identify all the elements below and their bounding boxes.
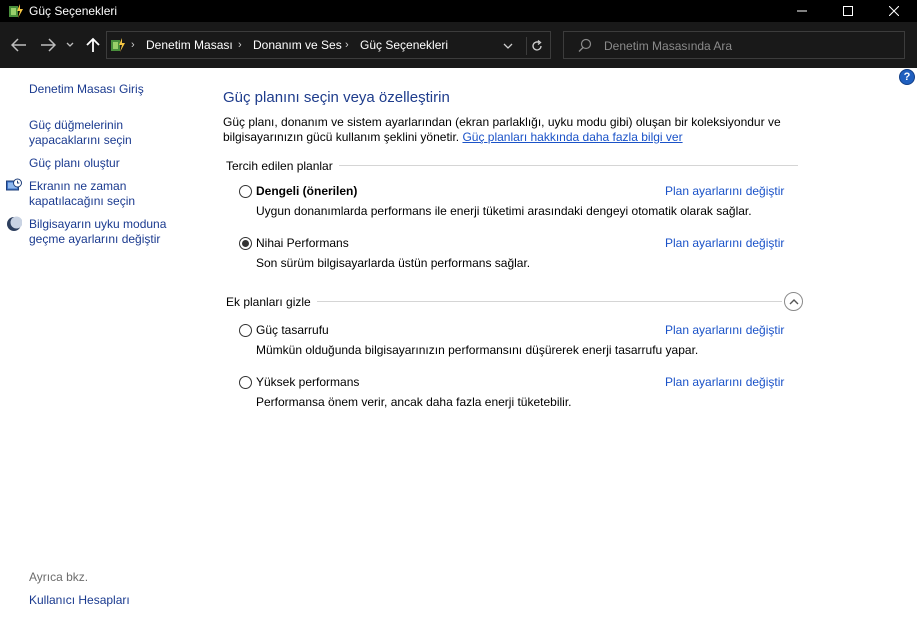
plan-name-high-performance[interactable]: Yüksek performans (256, 375, 360, 389)
recent-locations-button[interactable] (63, 35, 77, 55)
address-dropdown-button[interactable] (500, 38, 516, 54)
sidebar-item-create-plan[interactable] (29, 156, 120, 171)
sidebar-item-label: yapacaklarını seçin (29, 133, 132, 147)
change-plan-settings-link[interactable]: Plan ayarlarını değiştir (665, 323, 785, 337)
up-button[interactable] (82, 35, 104, 55)
sidebar-item-label: geçme ayarlarını değiştir (29, 232, 161, 246)
power-plans-info-link[interactable]: Güç planları hakkında daha fazla bilgi ver (462, 130, 683, 144)
arrow-right-icon (40, 38, 56, 52)
plan-radio-balanced[interactable] (239, 185, 252, 198)
plan-name-power-saver[interactable]: Güç tasarrufu (256, 323, 329, 337)
sidebar-item-display-off[interactable] (29, 179, 135, 209)
forward-button[interactable] (37, 35, 59, 55)
plan-radio-high-performance[interactable] (239, 376, 252, 389)
arrow-up-icon (86, 37, 100, 53)
sidebar-item-label: Bilgisayarın uyku moduna (29, 217, 167, 231)
search-box[interactable] (563, 31, 905, 59)
sidebar-item-sleep-settings[interactable] (29, 217, 166, 247)
change-plan-settings-link[interactable]: Plan ayarlarını değiştir (665, 184, 785, 198)
sidebar-item-power-buttons[interactable] (29, 118, 132, 148)
help-button[interactable]: ? (899, 69, 915, 85)
sidebar-item-label: Ekranın ne zaman (29, 179, 127, 193)
maximize-button[interactable] (825, 0, 871, 22)
window-title: Güç Seçenekleri (29, 4, 118, 18)
refresh-button[interactable] (526, 37, 546, 55)
change-plan-settings-link[interactable]: Plan ayarlarını değiştir (665, 236, 785, 250)
minimize-button[interactable] (779, 0, 825, 22)
close-icon (889, 6, 899, 16)
plan-radio-ultimate-performance[interactable] (239, 237, 252, 250)
power-options-icon (8, 3, 24, 19)
arrow-left-icon (11, 38, 27, 52)
breadcrumb-separator-icon[interactable]: › (238, 39, 242, 51)
description-text: bilgisayarınızın gücü kullanım şeklini yönetir. (223, 130, 463, 144)
breadcrumb-hardware-sound[interactable]: Donanım ve Ses (253, 38, 342, 52)
chevron-up-circle-icon (789, 298, 799, 305)
collapse-extra-plans-button[interactable] (784, 292, 803, 311)
back-button[interactable] (8, 35, 30, 55)
page-description (223, 115, 803, 145)
minimize-icon (797, 6, 807, 16)
close-button[interactable] (871, 0, 917, 22)
sidebar-item-user-accounts[interactable]: Kullanıcı Hesapları (29, 593, 130, 607)
plan-radio-power-saver[interactable] (239, 324, 252, 337)
breadcrumb-separator-icon[interactable]: › (345, 39, 349, 51)
sidebar-item-label: Güç planı oluştur (29, 156, 120, 170)
plan-name-balanced[interactable]: Dengeli (önerilen) (256, 184, 358, 198)
breadcrumb-separator-icon[interactable]: › (131, 39, 135, 51)
chevron-down-icon (503, 43, 513, 49)
refresh-icon (531, 40, 543, 52)
navigation-bar (0, 22, 917, 68)
change-plan-settings-link[interactable]: Plan ayarlarını değiştir (665, 375, 785, 389)
breadcrumb-control-panel[interactable]: Denetim Masası (146, 38, 233, 52)
title-bar (0, 0, 917, 22)
preferred-plans-title: Tercih edilen planlar (226, 159, 339, 173)
plan-description: Uygun donanımlarda performans ile enerji tüketimi arasındaki dengeyi otomatik olarak sağlar. (256, 204, 752, 218)
extra-plans-title[interactable]: Ek planları gizle (226, 295, 317, 309)
search-input[interactable]: Denetim Masasında Ara (604, 39, 733, 53)
sidebar-item-label: kapatılacağını seçin (29, 194, 136, 208)
plan-name-ultimate-performance[interactable]: Nihai Performans (256, 236, 349, 250)
description-line: Güç planı, donanım ve sistem ayarlarından (ekran parlaklığı, uyku modu gibi) oluşan bir koleksiyondur ve (223, 115, 781, 129)
breadcrumb-power-options[interactable]: Güç Seçenekleri (360, 38, 449, 52)
maximize-icon (843, 6, 853, 16)
sidebar-item-label: Güç düğmelerinin (29, 118, 124, 132)
page-title: Güç planını seçin veya özelleştirin (223, 89, 450, 106)
moon-icon (6, 216, 22, 232)
sidebar-control-panel-home[interactable]: Denetim Masası Giriş (29, 82, 144, 96)
address-bar[interactable] (106, 31, 551, 59)
plan-description: Performansa önem verir, ancak daha fazla enerji tüketebilir. (256, 395, 572, 409)
plan-description: Son sürüm bilgisayarlarda üstün performans sağlar. (256, 256, 531, 270)
display-clock-icon (6, 178, 22, 194)
power-options-icon (110, 37, 126, 53)
see-also-label: Ayrıca bkz. (29, 570, 89, 584)
plan-description: Mümkün olduğunda bilgisayarınızın performansını düşürerek enerji tasarrufu yapar. (256, 343, 699, 357)
description-line (223, 130, 803, 145)
chevron-down-icon (66, 42, 74, 48)
search-icon (578, 38, 592, 52)
